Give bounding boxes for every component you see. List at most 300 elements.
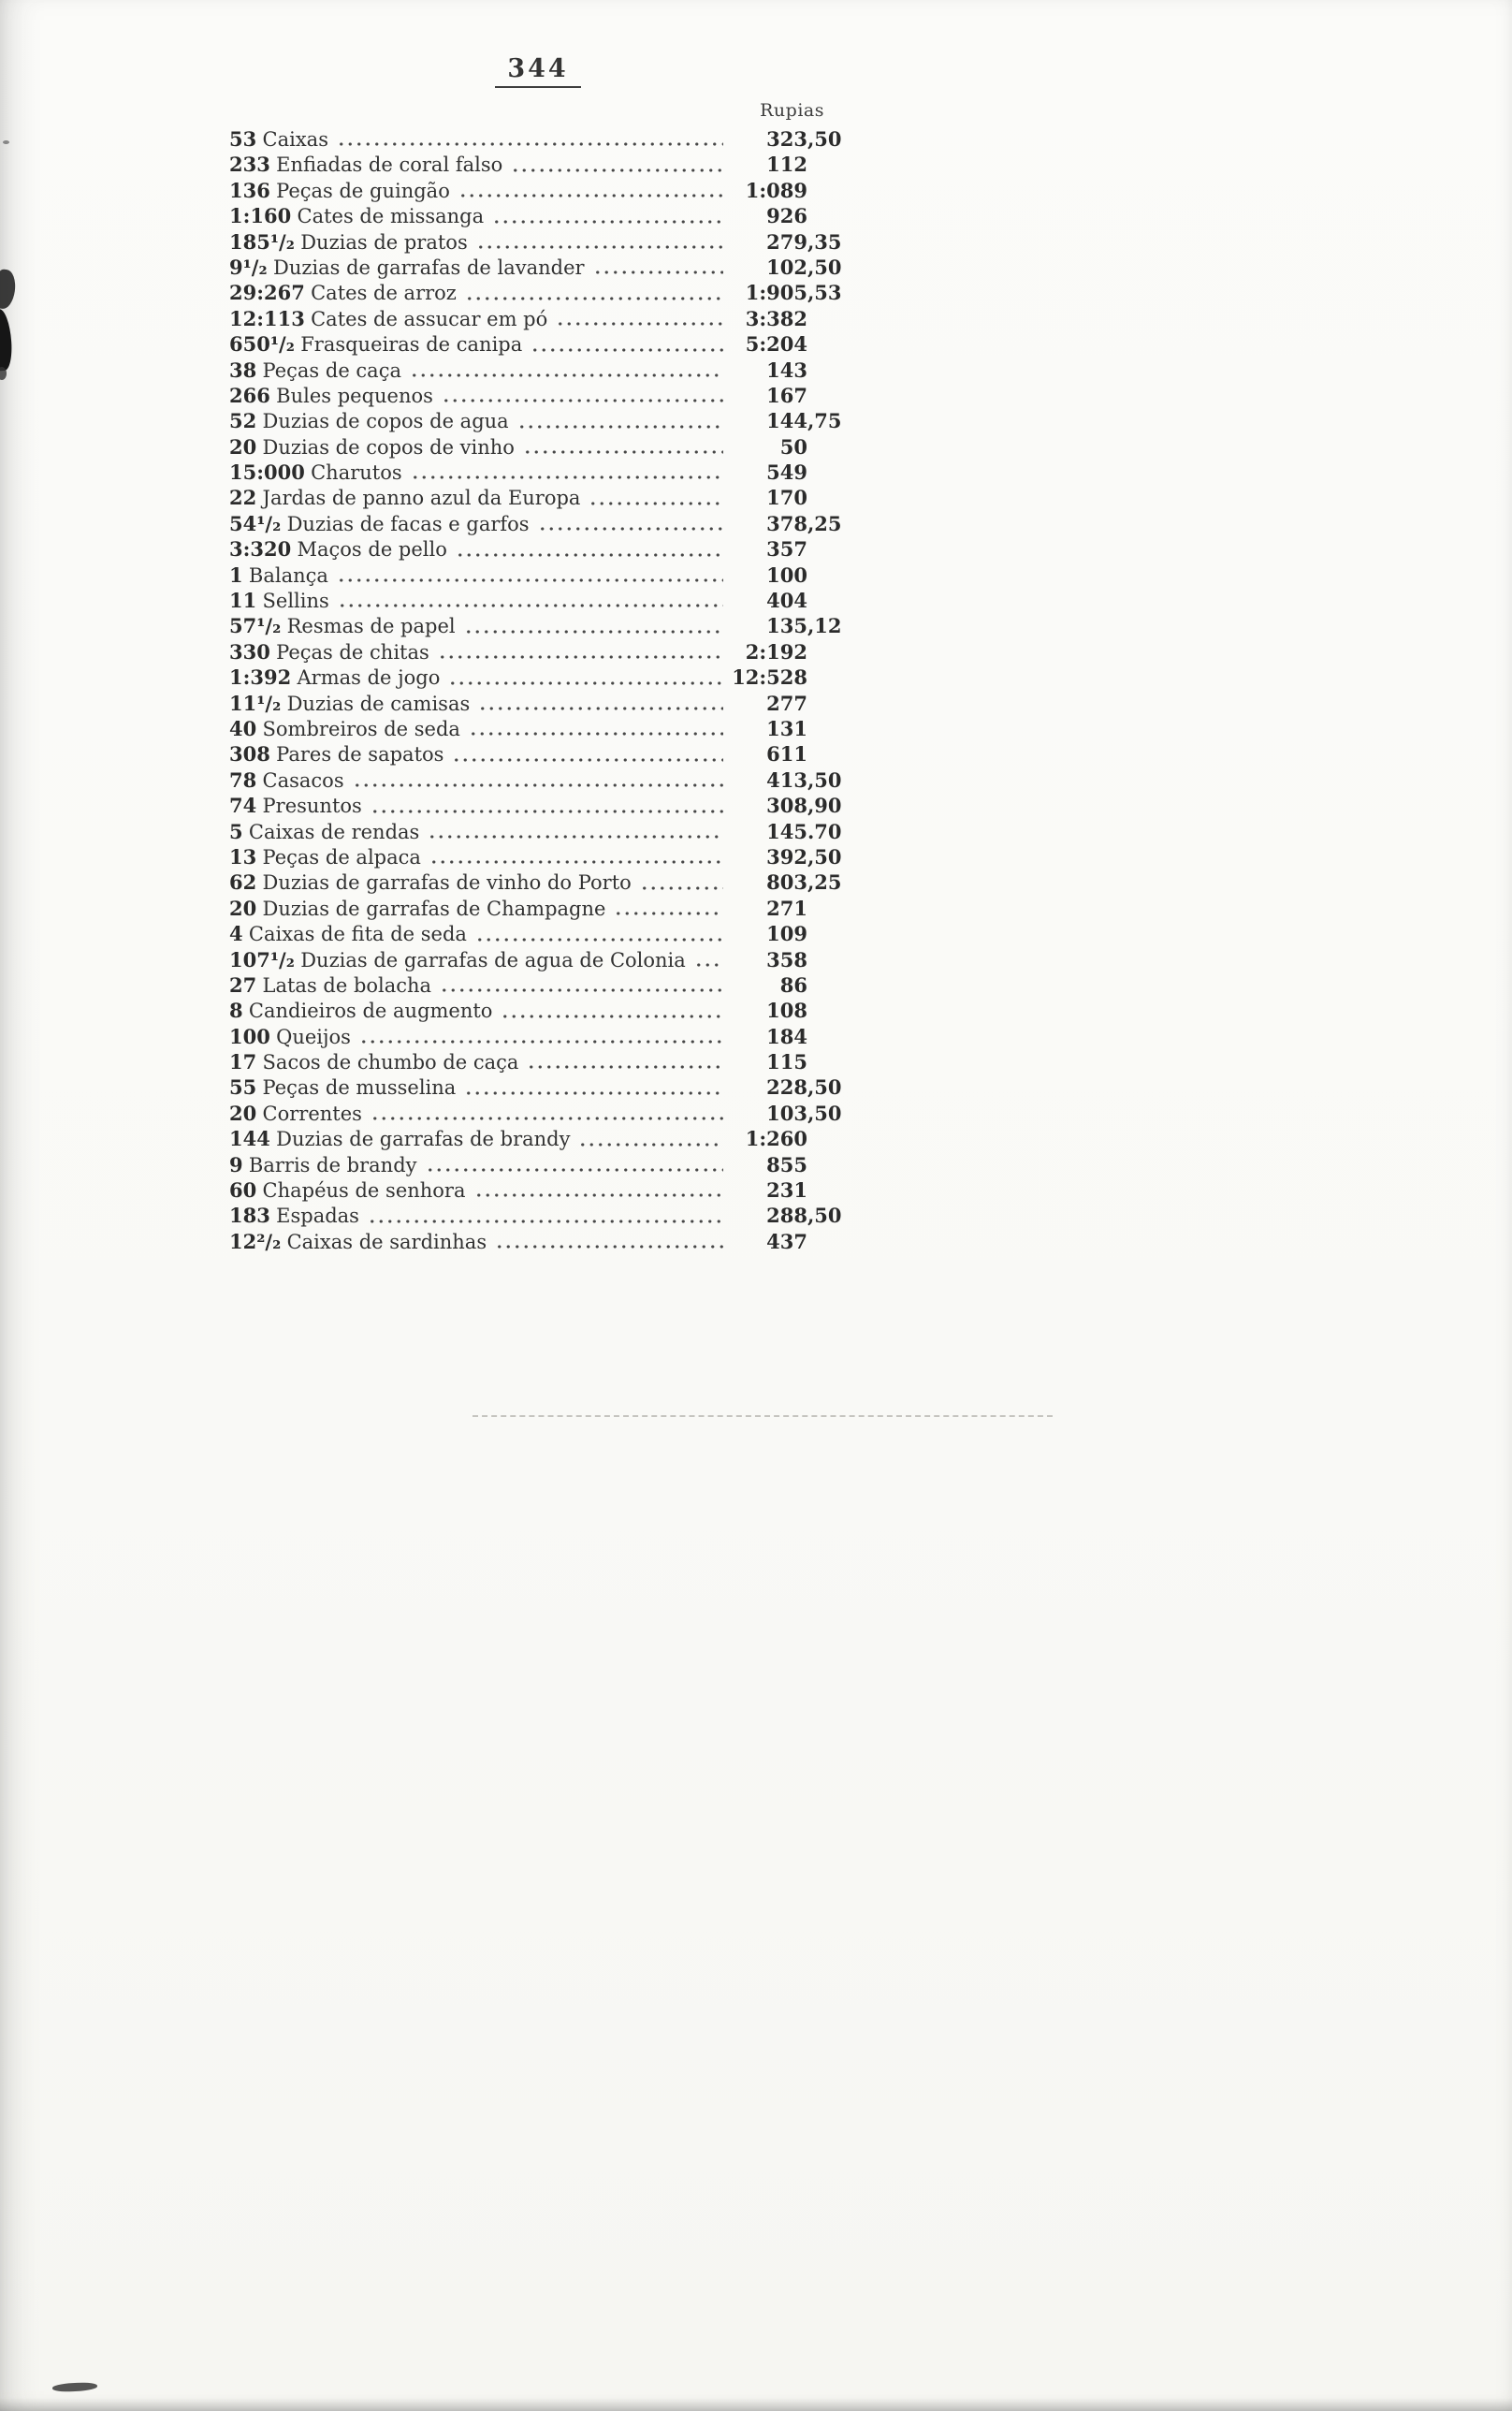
table-row xyxy=(229,1177,847,1203)
item-label: Sombreiros de seda xyxy=(262,717,460,740)
dot-leader xyxy=(593,270,723,274)
item-value-dec: ,53 xyxy=(807,281,842,305)
item-value-dec: ,25 xyxy=(807,870,842,895)
item-value xyxy=(727,819,847,844)
item-value-dec xyxy=(807,1049,847,1074)
dot-leader xyxy=(426,1168,724,1172)
item-value-dec xyxy=(807,1024,847,1049)
table-row xyxy=(229,716,847,741)
item-label: Latas de bolacha xyxy=(262,973,432,997)
item-value-int: 288 xyxy=(766,1204,807,1228)
item-value-dec xyxy=(807,998,847,1023)
dot-leader xyxy=(501,1015,723,1018)
item-qty: 38 xyxy=(229,358,257,382)
item-value-dec xyxy=(807,460,847,485)
item-label: Sellins xyxy=(262,590,329,613)
item-value-dec: ,12 xyxy=(807,614,842,638)
table-row xyxy=(229,1203,847,1228)
item-value-dec xyxy=(807,1152,847,1177)
item-label: Duzias de camisas xyxy=(286,692,471,715)
dot-leader xyxy=(337,578,723,582)
dot-leader xyxy=(411,475,723,479)
item-qty: 9 xyxy=(229,1152,243,1176)
item-value-int: 413 xyxy=(766,767,807,792)
item-qty: 100 xyxy=(229,1024,270,1048)
item-qty: 40 xyxy=(229,716,257,740)
rupias-column-header: Rupias xyxy=(760,100,824,121)
dot-leader xyxy=(474,1193,724,1197)
table-row xyxy=(229,203,847,228)
item-value-dec xyxy=(807,691,847,716)
item-qty: 17 xyxy=(229,1050,257,1074)
item-qty: 183 xyxy=(229,1204,270,1228)
item-value-dec xyxy=(807,563,847,588)
table-row xyxy=(229,691,847,716)
item-value-int: 1:905 xyxy=(745,281,807,305)
table-row xyxy=(229,1074,847,1100)
item-qty: 9¹/₂ xyxy=(229,255,268,279)
item-qty: 1:392 xyxy=(229,665,292,690)
item-label: Duzias de garrafas de vinho do Porto xyxy=(262,871,632,895)
item-value-int: 135 xyxy=(766,614,807,638)
dot-leader xyxy=(475,938,723,942)
item-qty: 78 xyxy=(229,767,257,792)
item-value-dec xyxy=(807,972,847,998)
dot-leader xyxy=(368,1220,723,1223)
item-value-dec xyxy=(807,358,847,383)
item-qty: 1 xyxy=(229,563,243,587)
page-header xyxy=(229,54,847,88)
item-value-int: 271 xyxy=(766,896,807,920)
table-row xyxy=(229,844,847,869)
item-value-int: 3:382 xyxy=(745,306,807,330)
item-qty: 15:000 xyxy=(229,460,305,485)
item-label: Presuntos xyxy=(262,795,362,818)
items-list xyxy=(229,126,847,1254)
item-value-dec: ,50 xyxy=(807,1204,842,1228)
ink-smudge xyxy=(0,367,7,380)
item-value-int: 108 xyxy=(766,999,807,1023)
dot-leader xyxy=(469,732,723,736)
item-qty: 107¹/₂ xyxy=(229,947,295,972)
dot-leader xyxy=(538,527,723,531)
item-value-int: 926 xyxy=(766,204,807,228)
item-qty: 11 xyxy=(229,589,257,613)
item-value-dec: ,50 xyxy=(807,255,842,279)
table-row xyxy=(229,511,847,536)
item-value xyxy=(727,563,847,588)
item-value-int: 803 xyxy=(766,870,807,895)
table-row xyxy=(229,896,847,921)
table-row xyxy=(229,383,847,408)
table-row xyxy=(229,972,847,998)
item-value-int: 392 xyxy=(766,844,807,869)
item-value xyxy=(727,434,847,460)
item-value xyxy=(727,639,847,665)
item-label: Bules pequenos xyxy=(276,384,433,407)
item-value xyxy=(727,358,847,383)
item-value-dec xyxy=(807,1177,847,1203)
item-value-int: 5:204 xyxy=(745,332,807,357)
item-value xyxy=(727,178,847,203)
item-value-int: 170 xyxy=(766,486,807,510)
item-label: Maços de pello xyxy=(297,538,447,562)
item-value-int: 184 xyxy=(766,1024,807,1048)
ink-smudge xyxy=(0,308,13,371)
dot-leader xyxy=(476,245,723,249)
table-row xyxy=(229,178,847,203)
faint-dashed-rule xyxy=(472,1415,1053,1417)
item-value xyxy=(727,972,847,998)
item-value xyxy=(727,1203,847,1228)
table-row xyxy=(229,536,847,562)
table-row xyxy=(229,126,847,152)
item-value-dec xyxy=(807,178,847,203)
item-qty: 20 xyxy=(229,896,257,920)
item-label: Charutos xyxy=(311,461,402,485)
item-value-int: 404 xyxy=(766,589,807,613)
item-value-dec: .70 xyxy=(807,819,842,843)
item-qty: 1:160 xyxy=(229,204,292,228)
table-row xyxy=(229,998,847,1023)
dot-leader xyxy=(371,1117,723,1120)
item-qty: 20 xyxy=(229,434,257,459)
table-row xyxy=(229,1126,847,1151)
item-value-int: 611 xyxy=(766,742,807,767)
item-qty: 8 xyxy=(229,999,243,1023)
item-label: Barris de brandy xyxy=(248,1153,417,1176)
dot-leader xyxy=(440,988,723,992)
dot-leader xyxy=(556,322,723,326)
dot-leader xyxy=(458,194,723,197)
item-label: Enfiadas de coral falso xyxy=(276,153,503,177)
table-row xyxy=(229,1229,847,1254)
dot-leader xyxy=(523,450,723,454)
table-row xyxy=(229,921,847,946)
item-value xyxy=(727,203,847,228)
table-row xyxy=(229,588,847,613)
item-value-dec xyxy=(807,741,847,767)
item-value-dec: ,50 xyxy=(807,1101,842,1125)
item-value-int: 115 xyxy=(766,1050,807,1074)
table-row xyxy=(229,1049,847,1074)
item-label: Chapéus de senhora xyxy=(262,1179,466,1203)
table-row xyxy=(229,306,847,331)
item-qty: 60 xyxy=(229,1178,257,1203)
item-value-int: 323 xyxy=(766,127,807,151)
item-qty: 308 xyxy=(229,742,270,767)
dot-leader xyxy=(410,373,723,377)
dot-leader xyxy=(359,1040,723,1044)
item-value xyxy=(727,383,847,408)
table-row xyxy=(229,434,847,460)
item-label: Peças de guingão xyxy=(276,179,450,202)
item-value-int: 109 xyxy=(766,922,807,946)
item-qty: 12:113 xyxy=(229,306,305,330)
item-label: Armas de jogo xyxy=(297,666,441,690)
item-value xyxy=(727,921,847,946)
item-value xyxy=(727,536,847,562)
item-qty: 62 xyxy=(229,870,257,895)
item-value xyxy=(727,280,847,305)
dot-leader xyxy=(495,1245,723,1249)
item-value xyxy=(727,665,847,690)
item-value-int: 86 xyxy=(779,972,807,997)
item-label: Duzias de garrafas de brandy xyxy=(276,1128,571,1151)
item-qty: 74 xyxy=(229,794,257,818)
item-value xyxy=(727,1229,847,1254)
item-qty: 29:267 xyxy=(229,281,305,305)
item-value-int: 378 xyxy=(766,511,807,535)
text-block xyxy=(229,54,847,1254)
item-qty: 13 xyxy=(229,844,257,869)
item-value-int: 308 xyxy=(766,794,807,818)
dot-leader xyxy=(614,912,723,915)
item-qty: 27 xyxy=(229,972,257,997)
dot-leader xyxy=(517,425,723,429)
item-value-int: 437 xyxy=(766,1229,807,1253)
item-value-int: 357 xyxy=(766,537,807,562)
item-value xyxy=(727,613,847,638)
table-row xyxy=(229,741,847,767)
item-value-int: 131 xyxy=(766,716,807,740)
item-label: Jardas de panno azul da Europa xyxy=(262,487,581,510)
item-value xyxy=(727,152,847,177)
dot-leader xyxy=(338,604,723,607)
item-value-int: 1:089 xyxy=(745,178,807,202)
item-value xyxy=(727,716,847,741)
item-value xyxy=(727,485,847,510)
item-value-int: 279 xyxy=(766,229,807,254)
item-value xyxy=(727,511,847,536)
margin-speck xyxy=(3,140,9,144)
item-value xyxy=(727,947,847,972)
item-value-dec: ,50 xyxy=(807,1075,842,1100)
item-value-dec xyxy=(807,588,847,613)
item-value-dec xyxy=(807,639,847,665)
item-value-int: 231 xyxy=(766,1178,807,1203)
bottom-edge-shadow xyxy=(0,2398,1512,2411)
table-row xyxy=(229,152,847,177)
item-value-dec xyxy=(807,536,847,562)
table-row xyxy=(229,947,847,972)
dot-leader xyxy=(511,168,723,172)
item-value-dec xyxy=(807,331,847,357)
item-label: Caixas de fita de seda xyxy=(248,923,467,946)
dot-leader xyxy=(442,399,723,402)
item-label: Resmas de papel xyxy=(286,615,456,638)
dot-leader xyxy=(464,1091,723,1095)
item-value-int: 103 xyxy=(766,1101,807,1125)
table-row xyxy=(229,819,847,844)
table-row xyxy=(229,460,847,485)
item-value xyxy=(727,229,847,255)
item-label: Cates de assucar em pó xyxy=(311,307,548,330)
item-label: Duzias de garrafas de lavander xyxy=(272,256,585,279)
dot-leader xyxy=(438,655,723,659)
item-label: Candieiros de augmento xyxy=(248,1000,493,1023)
item-value-dec xyxy=(807,716,847,741)
item-value xyxy=(727,1152,847,1177)
page-number: 344 xyxy=(495,54,580,88)
item-value-dec xyxy=(807,1229,847,1254)
table-row xyxy=(229,793,847,818)
item-value xyxy=(727,998,847,1023)
item-value-int: 358 xyxy=(766,947,807,972)
dot-leader xyxy=(464,630,723,634)
dot-leader xyxy=(492,220,723,224)
item-value xyxy=(727,691,847,716)
item-value-int: 1:260 xyxy=(745,1127,807,1151)
item-value xyxy=(727,126,847,152)
item-value-dec: ,90 xyxy=(807,794,842,818)
dot-leader xyxy=(429,860,723,864)
item-qty: 136 xyxy=(229,178,270,202)
dot-leader xyxy=(640,886,723,890)
item-qty: 57¹/₂ xyxy=(229,614,282,638)
item-value xyxy=(727,1074,847,1100)
item-qty: 52 xyxy=(229,409,257,433)
item-qty: 22 xyxy=(229,486,257,510)
ink-smudge xyxy=(0,269,18,311)
item-label: Duzias de copos de vinho xyxy=(262,435,515,459)
dot-leader xyxy=(353,783,723,787)
dot-leader xyxy=(452,758,723,762)
dot-leader xyxy=(527,1065,723,1069)
item-qty: 11¹/₂ xyxy=(229,691,282,715)
item-label: Caixas de sardinhas xyxy=(286,1230,487,1253)
item-qty: 5 xyxy=(229,819,243,843)
item-value xyxy=(727,1101,847,1126)
item-value-int: 2:192 xyxy=(745,639,807,664)
item-qty: 650¹/₂ xyxy=(229,332,295,357)
item-qty: 54¹/₂ xyxy=(229,511,282,535)
item-value-int: 143 xyxy=(766,358,807,382)
item-qty: 3:320 xyxy=(229,537,292,562)
item-value-int: 228 xyxy=(766,1075,807,1100)
item-value xyxy=(727,306,847,331)
table-row xyxy=(229,280,847,305)
dot-leader xyxy=(456,553,723,557)
item-value-dec xyxy=(807,1126,847,1151)
item-qty: 12²/₂ xyxy=(229,1229,282,1253)
item-value xyxy=(727,408,847,433)
item-value xyxy=(727,331,847,357)
item-value-dec: ,50 xyxy=(807,844,842,869)
item-value-dec xyxy=(807,306,847,331)
table-row xyxy=(229,358,847,383)
item-value xyxy=(727,1177,847,1203)
item-value-dec: ,50 xyxy=(807,127,842,151)
item-label: Balança xyxy=(248,563,328,587)
item-value-int: 12:528 xyxy=(732,665,807,690)
table-row xyxy=(229,563,847,588)
item-value-dec: ,35 xyxy=(807,229,842,254)
item-value-dec: ,50 xyxy=(807,767,842,792)
table-row xyxy=(229,665,847,690)
item-value-dec xyxy=(807,921,847,946)
table-row xyxy=(229,613,847,638)
table-row xyxy=(229,408,847,433)
table-row xyxy=(229,255,847,280)
item-value xyxy=(727,1024,847,1049)
item-value-int: 855 xyxy=(766,1152,807,1176)
item-value-dec xyxy=(807,203,847,228)
item-value-int: 145 xyxy=(766,819,807,843)
item-label: Peças de chitas xyxy=(276,640,429,664)
dot-leader xyxy=(428,835,723,839)
item-value xyxy=(727,896,847,921)
dot-leader xyxy=(694,963,723,967)
table-row xyxy=(229,767,847,793)
dot-leader xyxy=(531,348,723,352)
item-value-dec xyxy=(807,485,847,510)
item-value xyxy=(727,255,847,280)
dot-leader xyxy=(337,142,723,146)
dot-leader xyxy=(448,681,723,685)
item-value-dec xyxy=(807,896,847,921)
item-value-int: 549 xyxy=(766,460,807,485)
item-label: Frasqueiras de canipa xyxy=(300,333,523,357)
item-value-int: 112 xyxy=(766,153,807,177)
item-qty: 55 xyxy=(229,1075,257,1100)
item-value-int: 277 xyxy=(766,691,807,715)
item-value-dec xyxy=(807,434,847,460)
item-qty: 4 xyxy=(229,922,243,946)
item-qty: 20 xyxy=(229,1101,257,1125)
item-value-int: 102 xyxy=(766,255,807,279)
item-label: Duzias de garrafas de agua de Colonia xyxy=(300,948,686,972)
item-value-int: 144 xyxy=(766,409,807,433)
item-label: Queijos xyxy=(276,1025,351,1048)
dot-leader xyxy=(478,707,723,710)
item-label: Peças de alpaca xyxy=(262,845,421,869)
item-value-int: 100 xyxy=(766,563,807,587)
item-value-dec xyxy=(807,152,847,177)
item-value-dec xyxy=(807,947,847,972)
item-label: Pares de sapatos xyxy=(276,743,444,767)
item-qty: 330 xyxy=(229,639,270,664)
dot-leader xyxy=(371,810,723,813)
item-value xyxy=(727,460,847,485)
table-row xyxy=(229,1101,847,1126)
item-value xyxy=(727,793,847,818)
item-qty: 144 xyxy=(229,1127,270,1151)
table-row xyxy=(229,331,847,357)
item-label: Duzias de garrafas de Champagne xyxy=(262,897,606,920)
item-value xyxy=(727,741,847,767)
table-row xyxy=(229,1152,847,1177)
table-row xyxy=(229,639,847,665)
item-label: Sacos de chumbo de caça xyxy=(262,1051,519,1074)
item-value xyxy=(727,588,847,613)
item-label: Cates de arroz xyxy=(311,282,457,305)
item-qty: 53 xyxy=(229,127,257,151)
item-value-dec xyxy=(807,383,847,408)
item-value xyxy=(727,869,847,895)
item-label: Duzias de pratos xyxy=(300,230,468,254)
item-value-int: 50 xyxy=(779,434,807,459)
table-row xyxy=(229,485,847,510)
dot-leader xyxy=(589,502,723,505)
table-row xyxy=(229,1024,847,1049)
table-row xyxy=(229,869,847,895)
item-label: Caixas xyxy=(262,128,328,151)
item-qty: 233 xyxy=(229,153,270,177)
item-label: Caixas de rendas xyxy=(248,820,420,843)
item-value-dec: ,25 xyxy=(807,511,842,535)
item-value-int: 167 xyxy=(766,383,807,407)
